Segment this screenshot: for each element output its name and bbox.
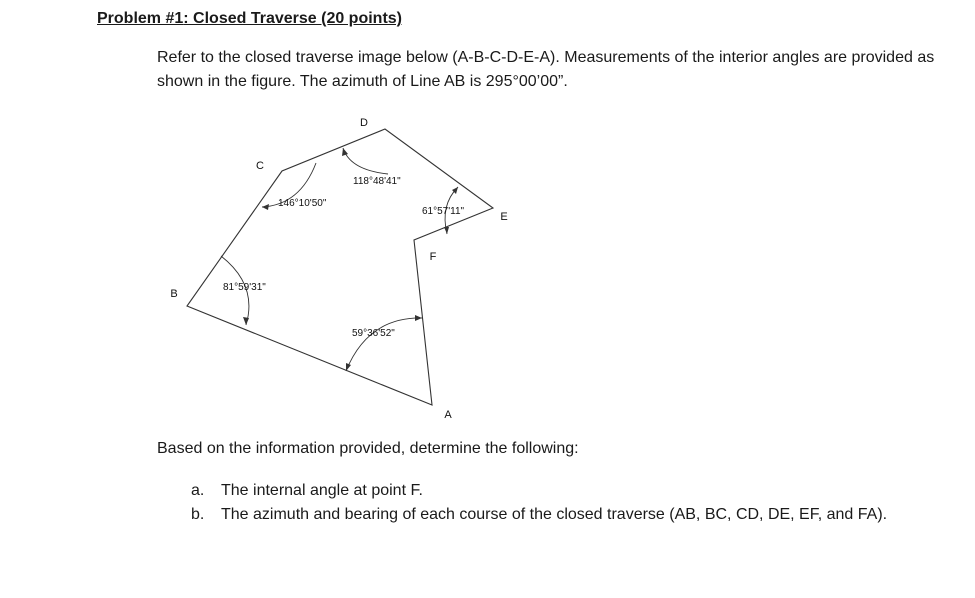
question-item-a <box>191 479 891 503</box>
arrowhead-C <box>262 204 269 210</box>
point-label-B: B <box>170 288 178 300</box>
question-label-b: b. <box>191 506 205 523</box>
angle-label-B: 81°59'31" <box>223 282 266 293</box>
question-text-b: The azimuth and bearing of each course of the closed traverse (AB, BC, CD, DE, EF, and FA). <box>221 506 888 523</box>
arrowhead-B <box>243 317 249 325</box>
arrowhead-A-bottom <box>346 363 351 371</box>
angle-arc-D <box>343 148 388 174</box>
problem-title-text: : Closed Traverse (20 points) <box>183 10 402 27</box>
question-item-b <box>191 503 891 527</box>
point-label-D: D <box>360 117 368 129</box>
arrowhead-D <box>342 148 348 156</box>
question-text-a: The internal angle at point F. <box>221 482 423 499</box>
point-label-A: A <box>444 409 452 421</box>
angle-label-D: 118°48'41" <box>353 176 401 187</box>
point-label-F: F <box>429 251 437 263</box>
questions-list <box>191 479 891 527</box>
problem-intro: Refer to the closed traverse image below (A-B-C-D-E-A). Measurements of the interior angles are provided as shown in the figure. The azimuth of Line AB is 295°00’00”. <box>157 49 935 90</box>
point-label-C: C <box>256 160 264 172</box>
question-label-a: a. <box>191 482 205 499</box>
questions-prompt: Based on the information provided, determine the following: <box>157 440 579 457</box>
arrowhead-A-top <box>415 315 422 321</box>
angle-label-C: 146°10'50" <box>278 198 327 209</box>
angle-label-E: 61°57'11" <box>422 206 465 217</box>
problem-title-number: Problem #1 <box>97 10 184 27</box>
angle-arc-A <box>346 318 422 371</box>
point-label-E: E <box>500 211 508 223</box>
angle-label-A: 59°36'52" <box>352 328 395 339</box>
